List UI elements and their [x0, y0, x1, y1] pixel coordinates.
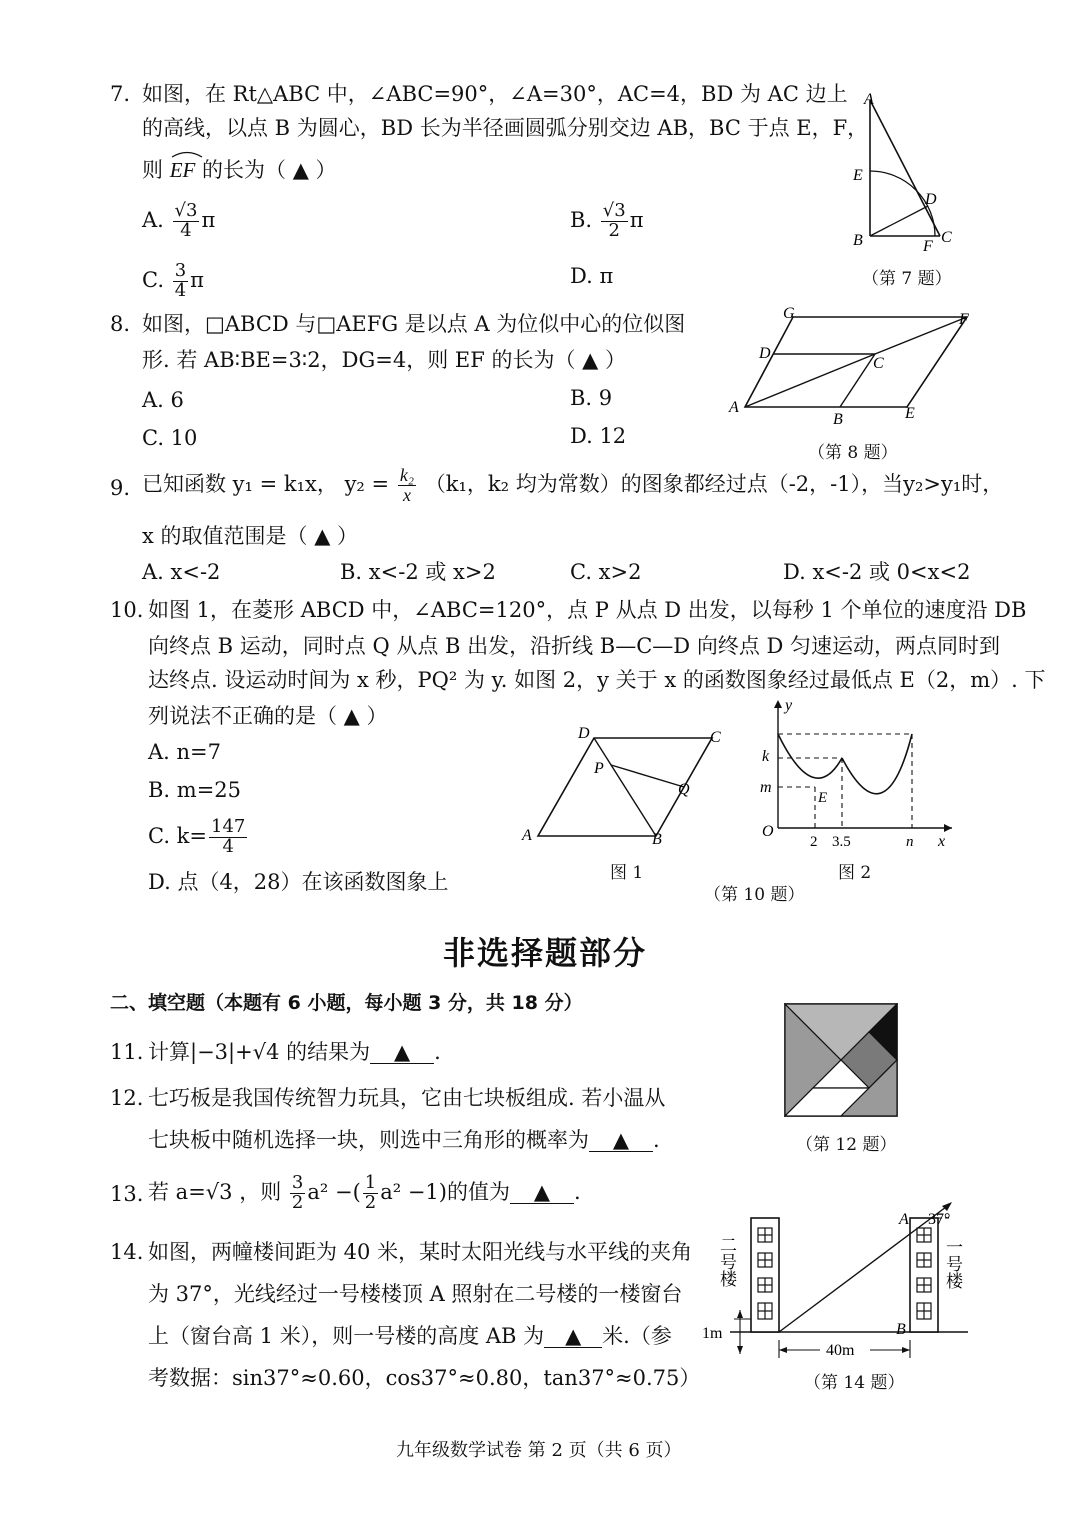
- page-footer: 九年级数学试卷 第 2 页（共 6 页）: [396, 1440, 682, 1461]
- answer-blank[interactable]: ▲: [544, 1326, 602, 1348]
- label-e: E: [905, 405, 915, 422]
- q8-text-line2: 形. 若 AB∶BE=3∶2，DG=4，则 EF 的长为（ ▲ ）: [142, 348, 626, 372]
- label-c: C: [941, 229, 952, 246]
- q12-caption: （第 12 题）: [796, 1135, 897, 1155]
- q14-text-line3: 上（窗台高 1 米），则一号楼的高度 AB 为 ▲ 米.（参: [148, 1324, 672, 1348]
- q9-option-b: B. x<-2 或 x>2: [340, 560, 496, 584]
- q8-caption: （第 8 题）: [808, 443, 898, 463]
- q14-text-line4: 考数据：sin37°≈0.60，cos37°≈0.80，tan37°≈0.75）: [148, 1366, 701, 1390]
- tick-n: n: [906, 834, 914, 850]
- q9-option-c: C. x>2: [570, 560, 642, 584]
- q7-number: 7.: [110, 82, 131, 106]
- answer-blank[interactable]: ▲: [589, 1130, 653, 1152]
- q12-number: 12.: [110, 1086, 144, 1110]
- label-b: B: [896, 1321, 906, 1338]
- q8-figure: [725, 302, 985, 432]
- q8-option-b: B. 9: [570, 386, 613, 410]
- label-c: C: [873, 355, 884, 372]
- label-g: G: [783, 305, 795, 322]
- tick-2: 2: [810, 834, 818, 850]
- label-k: k: [762, 748, 770, 765]
- q9-text-line1: 已知函数 y₁ = k₁x， y₂ = $\frac{\text{k₂}}{x}$ （k₁，k₂ 均为常数）的图象都经过点（-2，-1），当y₂>y₁时，: [142, 465, 1004, 505]
- q10-text-line4: 列说法不正确的是（ ▲ ）: [148, 704, 388, 728]
- q7-text-line1: 如图，在 Rt△ABC 中，∠ABC=90°，∠A=30°，AC=4，BD 为 AC 边上: [142, 82, 848, 106]
- label-e: E: [818, 790, 828, 806]
- q11-number: 11.: [110, 1040, 144, 1064]
- q10-number: 10.: [110, 598, 144, 622]
- q10-option-b: B. m=25: [148, 778, 242, 802]
- arc-ef-symbol: EF: [170, 156, 196, 181]
- arc-mark-icon: [170, 150, 204, 158]
- q7-option-a: A. $\frac{√3}{4}$ π: [142, 200, 216, 241]
- q10-option-c: C. k= $\frac{147}{4}$: [148, 816, 246, 857]
- q7-text-line2: 的高线，以点 B 为圆心，BD 长为半径画圆弧分别交边 AB，BC 于点 E，F，: [142, 116, 869, 140]
- label-a: A: [729, 399, 739, 416]
- q10-option-d: D. 点（4，28）在该函数图象上: [148, 870, 449, 894]
- q8-option-a: A. 6: [142, 388, 184, 412]
- q8-number: 8.: [110, 312, 131, 336]
- q9-text-line2: x 的取值范围是（ ▲ ）: [142, 524, 359, 548]
- q7-text-line3: 则 EF 的长为（ ▲ ）: [142, 156, 337, 181]
- q11-text: 计算|−3|+√4 的结果为 ▲ .: [148, 1040, 441, 1064]
- q10-caption: （第 10 题）: [704, 885, 805, 905]
- q10-figure1-rhombus: [518, 718, 730, 846]
- label-37: 37°: [928, 1211, 951, 1228]
- q8-option-d: D. 12: [570, 424, 627, 448]
- q7-option-c: C. $\frac{3}{4}$ π: [142, 260, 204, 301]
- label-e: E: [853, 167, 863, 184]
- label-f: F: [959, 311, 969, 328]
- label-b2-1: 二号楼: [716, 1236, 736, 1287]
- label-x-axis: x: [938, 833, 946, 850]
- label-a: A: [522, 827, 532, 844]
- q7-caption: （第 7 题）: [862, 269, 952, 289]
- label-origin: O: [762, 823, 774, 840]
- q12-text-line1: 七巧板是我国传统智力玩具，它由七块板组成. 若小温从: [148, 1086, 666, 1110]
- q10-text-line2: 向终点 B 运动，同时点 Q 从点 B 出发，沿折线 B—C—D 向终点 D 匀速运动，两点同时到: [148, 634, 1001, 658]
- label-f: F: [923, 238, 933, 255]
- q7-option-d: D. π: [570, 264, 614, 288]
- q12-tangram-figure: [784, 1003, 898, 1117]
- label-40m: 40m: [826, 1342, 855, 1359]
- q9-number: 9.: [110, 476, 131, 500]
- section-title: 非选择题部分: [443, 934, 648, 972]
- label-p: P: [594, 760, 604, 777]
- label-y-axis: y: [785, 697, 793, 714]
- answer-blank[interactable]: ▲: [370, 1042, 434, 1064]
- q14-buildings-figure: [700, 1198, 972, 1364]
- q14-caption: （第 14 题）: [804, 1373, 905, 1393]
- q10-fig2-caption: 图 2: [838, 863, 872, 883]
- label-q: Q: [678, 781, 690, 798]
- label-b1-1: 一号楼: [942, 1238, 962, 1289]
- q14-text-line1: 如图，两幢楼间距为 40 米，某时太阳光线与水平线的夹角: [148, 1240, 693, 1264]
- q13-text: 若 a=√3 ，则 $\frac{3}{2}$ a² −( $\frac{1}{2}$ a² −1)的值为 ▲ .: [148, 1172, 581, 1213]
- tick-3-5: 3.5: [832, 834, 851, 850]
- label-a: A: [899, 1211, 909, 1228]
- label-b: B: [853, 232, 863, 249]
- q10-figure2-graph: [750, 694, 960, 858]
- label-d: D: [578, 725, 590, 742]
- label-m: m: [760, 779, 772, 796]
- part2-heading: 二、填空题（本题有 6 小题，每小题 3 分，共 18 分）: [110, 992, 583, 1014]
- q12-text-line2: 七块板中随机选择一块，则选中三角形的概率为 ▲ .: [148, 1128, 660, 1152]
- q10-text-line1: 如图 1，在菱形 ABCD 中，∠ABC=120°，点 P 从点 D 出发，以每秒 1 个单位的速度沿 DB: [148, 598, 1027, 622]
- q9-option-a: A. x<-2: [142, 560, 221, 584]
- q14-number: 14.: [110, 1240, 144, 1264]
- q8-text-line1: 如图，□ABCD 与□AEFG 是以点 A 为位似中心的位似图: [142, 312, 686, 336]
- answer-blank[interactable]: ▲: [510, 1182, 574, 1204]
- q10-text-line3: 达终点. 设运动时间为 x 秒，PQ² 为 y. 如图 2，y 关于 x 的函数图象经过最低点 E（2，m）. 下: [148, 668, 1046, 692]
- label-b: B: [833, 411, 843, 428]
- label-d: D: [925, 191, 937, 208]
- q9-option-d: D. x<-2 或 0<x<2: [783, 560, 971, 584]
- q10-fig1-caption: 图 1: [610, 863, 644, 883]
- q14-text-line2: 为 37°，光线经过一号楼楼顶 A 照射在二号楼的一楼窗台: [148, 1282, 683, 1306]
- label-b: B: [652, 831, 662, 846]
- q8-option-c: C. 10: [142, 426, 198, 450]
- q7-option-b: B. $\frac{√3}{2}$ π: [570, 200, 644, 241]
- label-c: C: [710, 729, 721, 746]
- label-a: A: [864, 91, 874, 108]
- label-1m: 1m: [702, 1325, 723, 1342]
- q13-number: 13.: [110, 1182, 144, 1206]
- label-d: D: [759, 345, 771, 362]
- q10-option-a: A. n=7: [148, 740, 221, 764]
- q7-figure: [845, 88, 965, 260]
